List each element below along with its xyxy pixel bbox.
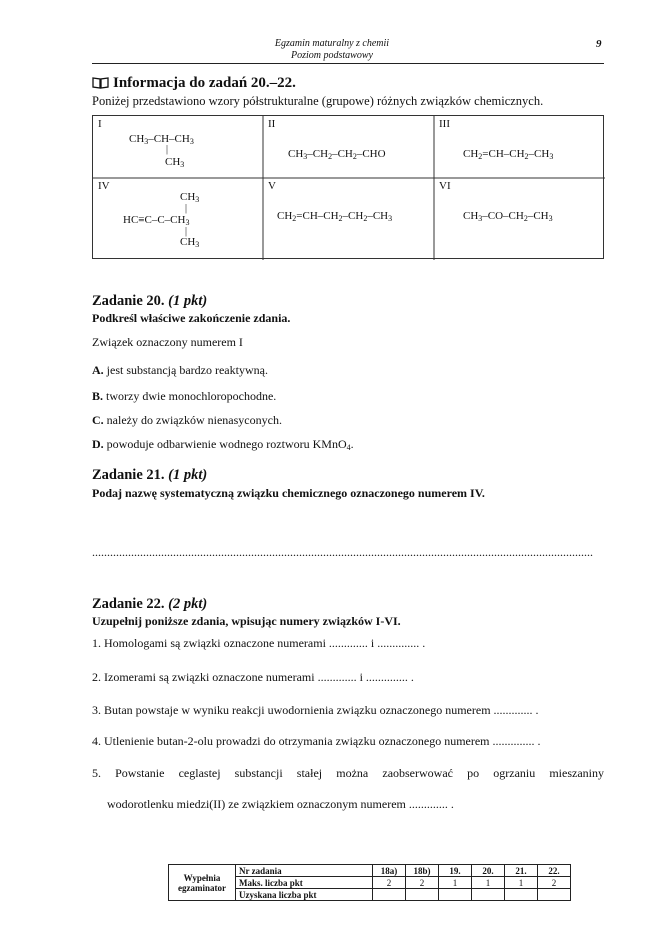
score-max-cell: 2 [373,877,406,889]
option-a[interactable]: A. jest substancją bardzo reaktywną. [92,363,268,377]
task-21-instruction: Podaj nazwę systematyczną związku chemicznego oznaczonego numerem IV. [92,486,485,500]
compound-numeral: V [268,180,276,192]
header-rule [92,63,604,64]
task-20-points: (1 pkt) [168,293,208,309]
task-20-stem: Związek oznaczony numerem I [92,335,243,349]
task-21-answer-line[interactable]: ....................................................................................................................................................................... [92,545,593,559]
score-max-cell: 1 [439,877,472,889]
task-22-instruction: Uzupełnij poniższe zdania, wpisując numery związków I-VI. [92,614,401,628]
score-task-cell: 22. [538,865,571,877]
score-earned-cell[interactable] [538,889,571,901]
compound-cell-4: IV $CH_3$ | $HC\equiv C-C-CH_3$ | $CH_3$ [98,180,200,249]
formula-compound-2: $CH_3-CH_2-CH_2$–CHO [288,148,386,161]
compound-cell-6 [434,178,605,260]
score-task-cell: 18b) [406,865,439,877]
compound-numeral: II [268,118,276,130]
formula-compound-3: $CH_2=CH-CH_2-CH_3$ [463,148,554,161]
compound-cell-3 [434,116,605,178]
score-earned-cell[interactable] [406,889,439,901]
task-20-instruction: Podkreśl właściwe zakończenie zdania. [92,311,291,325]
score-max-cell: 2 [538,877,571,889]
score-task-cell: 20. [472,865,505,877]
score-earned-cell[interactable] [472,889,505,901]
task-21-title: Zadanie 21. [92,467,165,483]
score-earned-cell[interactable] [505,889,538,901]
compound-cell-1: I $CH_3-CH-CH_3$ | $CH_3$ [98,118,194,169]
score-task-cell: 21. [505,865,538,877]
compound-numeral: III [439,118,450,130]
task-21-points: (1 pkt) [168,467,208,483]
task-22-item-3[interactable]: 3. Butan powstaje w wyniku reakcji uwodornienia związku oznaczonego numerem ............. . [92,703,539,717]
compound-numeral: I [98,118,102,130]
header-level: Poziom podstawowy [291,50,373,61]
score-row-label: Maks. liczba pkt [236,877,373,889]
page-number: 9 [596,38,602,50]
formula-compound-5: $CH_2=CH-CH_2-CH_2-CH_3$ [277,210,393,223]
option-d[interactable]: D. powoduje odbarwienie wodnego roztworu KMnO$_4$. [92,437,354,452]
score-row-label: Uzyskana liczba pkt [236,889,373,901]
task-22-points: (2 pkt) [168,596,208,612]
task-21-heading [92,467,207,484]
compound-cell-2 [263,116,434,178]
info-title: Informacja do zadań 20.–22. [113,75,296,91]
task-22-item-2[interactable]: 2. Izomerami są związki oznaczone numerami ............. i .............. . [92,670,414,684]
formula-compound-1: $CH_3-CH-CH_3$ [129,133,194,146]
info-description: Poniżej przedstawiono wzory półstrukturalne (grupowe) różnych związków chemicznych. [92,94,544,108]
score-task-cell: 19. [439,865,472,877]
book-icon [92,76,109,94]
compounds-table [92,115,604,259]
score-row-label: Nr zadania [236,865,373,877]
score-filler-label: Wypełnia egzaminator [169,865,236,901]
compound-cell-5 [263,178,434,260]
task-22-item-4[interactable]: 4. Utlenienie butan-2-olu prowadzi do otrzymania związku oznaczonego numerem .............. . [92,734,541,748]
score-max-cell: 1 [505,877,538,889]
formula-compound-6: $CH_3-CO-CH_2-CH_3$ [463,210,553,223]
header-exam-title: Egzamin maturalny z chemii [274,38,390,49]
task-22-item-1[interactable]: 1. Homologami są związki oznaczone numerami ............. i .............. . [92,636,426,650]
score-max-cell: 1 [472,877,505,889]
option-b[interactable]: B. tworzy dwie monochloropochodne. [92,389,277,403]
task-22-item-5[interactable]: 5. Powstanie ceglastej substancji stałej można zaobserwować po ogrzaniu mieszaniny [92,766,604,780]
score-earned-cell[interactable] [439,889,472,901]
task-22-title: Zadanie 22. [92,596,165,612]
task-20-title: Zadanie 20. [92,293,165,309]
compound-numeral: IV [98,180,110,192]
compound-numeral: VI [439,180,451,192]
score-task-cell: 18a) [373,865,406,877]
score-earned-cell[interactable] [373,889,406,901]
formula-compound-4: $HC\equiv C-C-CH_3$ [123,214,190,227]
task-20-heading [92,293,207,310]
score-max-cell: 2 [406,877,439,889]
task-22-heading [92,596,207,613]
score-table [168,864,571,901]
task-22-item-5-cont[interactable]: wodorotlenku miedzi(II) ze związkiem oznaczonym numerem ............. . [107,797,454,811]
info-heading [92,75,296,94]
option-c[interactable]: C. należy do związków nienasyconych. [92,413,282,427]
